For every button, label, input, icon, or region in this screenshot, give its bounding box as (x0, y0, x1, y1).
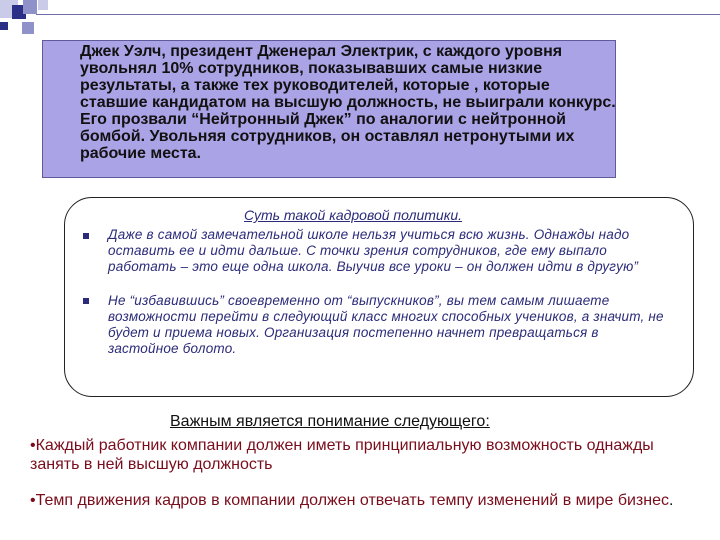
policy-item: Не “избавившись” своевременно от “выпускников”, вы тем самым лишаете возможности перейти в следующий класс многих способных учеников, а значит, не будет и приема новых. Организация постепенно начнет превращаться в застойное болото. (108, 293, 664, 356)
decorative-square (38, 0, 48, 10)
square-bullet-icon (83, 233, 89, 239)
conclusion-point-text: •Темп движения кадров в компании должен отвечать темпу изменений в мире бизнес (30, 492, 669, 509)
decorative-square (0, 22, 8, 30)
header-divider-line (36, 14, 720, 15)
decorative-square (22, 22, 34, 34)
conclusion-heading: Важным является понимание следующего: (170, 413, 490, 430)
decorative-square (23, 0, 37, 14)
square-bullet-icon (83, 298, 89, 304)
trailing-period: . (668, 492, 674, 509)
intro-text: Джек Уэлч, президент Дженерал Электрик, с каждого уровня увольнял 10% сотрудников, показывавших самые низкие результаты, а также тех руководителей, которые , которые ставшие кандидатом на высшую должность, не выиграли конкурс. Его прозвали “Нейтронный Джек” по аналогии с нейтронной бомбой. Увольняя сотрудников, он оставлял нетронутыми их рабочие места. (80, 43, 616, 162)
conclusion-point (30, 491, 700, 510)
policy-item: Даже в самой замечательной школе нельзя учиться всю жизнь. Однажды надо оставить ее и идти дальше. С точки зрения сотрудников, где ему выпало работать – это еще одна школа. Выучив все уроки – он должен идти в другую” (108, 227, 639, 274)
conclusion-point: •Каждый работник компании должен иметь принципиальную возможность однажды занять в ней высшую должность (30, 437, 654, 473)
policy-title: Суть такой кадровой политики. (244, 207, 462, 223)
